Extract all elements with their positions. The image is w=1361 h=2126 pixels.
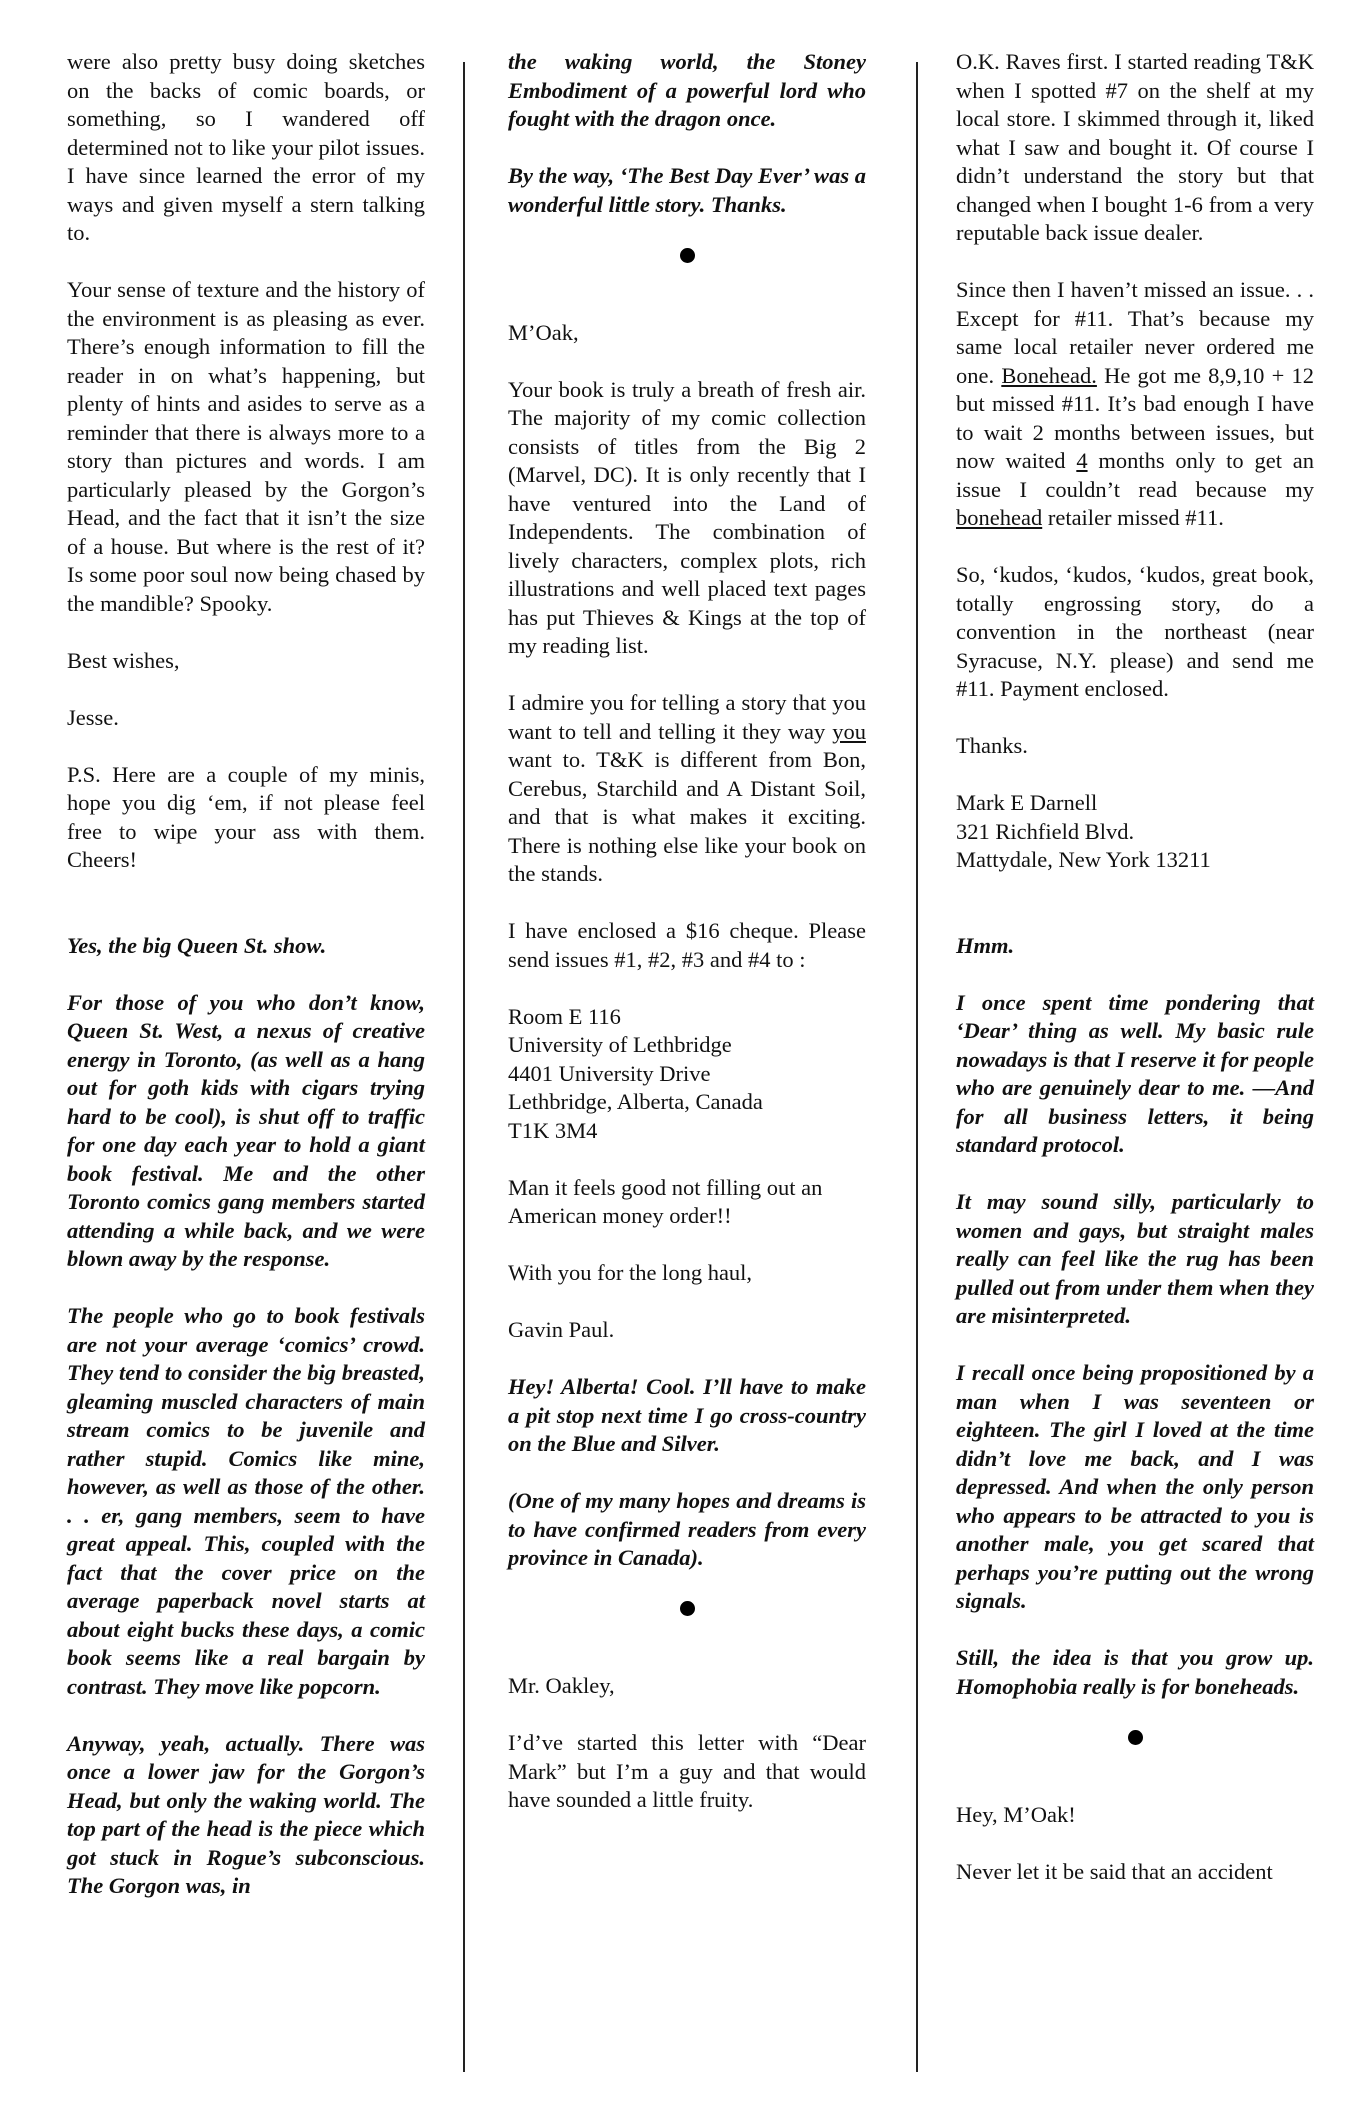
reply-paragraph: By the way, ‘The Best Day Ever’ was a wonderful little story. Thanks.	[508, 163, 866, 217]
column-right	[956, 48, 1314, 1886]
letter-paragraph: So, ‘kudos, ‘kudos, ‘kudos, great book, totally engrossing story, do a convention in the northeast (near Syracuse, N.Y. please) and send me #11. Payment enclosed.	[956, 562, 1314, 701]
letter-paragraph: Never let it be said that an accident	[956, 1858, 1273, 1884]
letter-paragraph: O.K. Raves first. I started reading T&K when I spotted #7 on the shelf at my local store. I skimmed through it, liked what I saw and bought it. Of course I didn’t understand the story but that changed when I bought 1-6 from a very reputable back issue dealer.	[956, 49, 1314, 245]
signature-line: Mark E Darnell	[956, 790, 1098, 815]
reply-paragraph: the waking world, the Stoney Embodiment of a powerful lord who fought with the dragon once.	[508, 49, 866, 131]
letter-postscript: P.S. Here are a couple of my minis, hope you dig ‘em, if not please feel free to wipe your ass with them. Cheers!	[67, 761, 425, 872]
spacer	[67, 903, 425, 932]
reply-paragraph: For those of you who don’t know, Queen St. West, a nexus of creative energy in Toronto, (as well as a hang out for goth kids with cigars trying hard to be cool), is shut off to traffic for one day each year to hold a giant book festival. Me and the other Toronto comics gang members started attending a while back, and we were blown away by the response.	[67, 989, 425, 1271]
section-separator-dot	[1128, 1730, 1143, 1745]
letter-signature: Gavin Paul.	[508, 1317, 615, 1342]
letter-paragraph: I’d’ve started this letter with “Dear Mark” but I’m a guy and that would have sounded a little fruity.	[508, 1730, 866, 1812]
address-line: University of Lethbridge	[508, 1032, 732, 1057]
letter-paragraph	[508, 689, 866, 889]
reply-paragraph: Yes, the big Queen St. show.	[67, 932, 327, 958]
letter-salutation: Hey, M’Oak!	[956, 1801, 1076, 1827]
letter-paragraph: I have enclosed a $16 cheque. Please send issues #1, #2, #3 and #4 to :	[508, 918, 866, 972]
reply-paragraph: The people who go to book festivals are not your average ‘comics’ crowd. They tend to consider the big breasted, gleaming muscled characters of main stream comics to be juvenile and rather stupid. Comics like mine, however, as well as those of the other. . . er, gang members, seem to have great appeal. This, coupled with the fact that the cover price on the average paperback novel starts at about eight bucks these days, a comic book seems like a real bargain by contrast. They move like popcorn.	[67, 1303, 425, 1699]
reply-paragraph: (One of my many hopes and dreams is to have confirmed readers from every province in Canada).	[508, 1488, 866, 1570]
address-line: T1K 3M4	[508, 1117, 598, 1143]
reply-paragraph: Still, the idea is that you grow up. Homophobia really is for boneheads.	[956, 1645, 1314, 1699]
letter-paragraph	[956, 276, 1314, 533]
letter-paragraph: Your book is truly a breath of fresh air. The majority of my comic collection consists of titles from the Big 2 (Marvel, DC). It is only recently that I have ventured into the Land of Independents. The combination of lively characters, complex plots, rich illustrations and well placed text pages has put Thieves & Kings at the top of my reading list.	[508, 376, 866, 658]
reply-paragraph: I recall once being propositioned by a man when I was seventeen or eighteen. The girl I loved at the time didn’t love me back, and I was depressed. And when the only person who appears to be attracted to you is another male, you get scared that perhaps you’re putting out the wrong signals.	[956, 1360, 1314, 1613]
signature-line: 321 Richfield Blvd.	[956, 818, 1135, 844]
text-run: I admire you for telling a story that you want to tell and telling it they way	[508, 690, 866, 744]
text-run: months only to get an issue I couldn’t read because my	[956, 448, 1314, 502]
underlined-word: Bonehead.	[1001, 362, 1097, 388]
letter-closing: Best wishes,	[67, 647, 180, 673]
signature-line: Mattydale, New York 13211	[956, 847, 1211, 872]
address-line: Room E 116	[508, 1003, 621, 1029]
column-middle	[508, 48, 866, 1815]
column-divider-left	[463, 62, 465, 2072]
letter-paragraph: Man it feels good not filling out an American money order!!	[508, 1174, 823, 1228]
text-run: retailer missed #11.	[1042, 505, 1224, 530]
letter-closing: Thanks.	[956, 733, 1028, 758]
underlined-word: 4	[1076, 448, 1088, 473]
reply-paragraph: It may sound silly, particularly to women and gays, but straight males really can feel like the rug has been pulled out from under them when they are misinterpreted.	[956, 1189, 1314, 1328]
address-line: 4401 University Drive	[508, 1060, 711, 1086]
text-run: He got me 8,9,10 + 12 but missed #11. It’s bad enough I have to wait 2 months between issues, but now waited	[956, 362, 1314, 473]
reply-paragraph: Hey! Alberta! Cool. I’ll have to make a pit stop next time I go cross-country on the Blue and Silver.	[508, 1374, 866, 1456]
underlined-word: you	[832, 718, 866, 744]
signature-block	[956, 789, 1314, 875]
mailing-address	[508, 1003, 866, 1146]
section-separator-dot	[680, 1601, 695, 1616]
letter-salutation: M’Oak,	[508, 319, 579, 345]
text-run: want to. T&K is different from Bon, Cerebus, Starchild and A Distant Soil, and that is what makes it exciting. There is nothing else like your book on the stands.	[508, 747, 866, 886]
address-line: Lethbridge, Alberta, Canada	[508, 1089, 763, 1114]
reply-paragraph: Hmm.	[956, 932, 1015, 958]
letter-signature: Jesse.	[67, 704, 119, 730]
text-run: Since then I haven’t missed an issue. . . Except for #11. That’s because my same local retailer never ordered me one.	[956, 277, 1314, 388]
letter-closing: With you for the long haul,	[508, 1260, 753, 1285]
letter-paragraph: Your sense of texture and the history of the environment is as pleasing as ever. There’s enough information to fill the reader in on what’s happening, but plenty of hints and asides to serve as a reminder that there is always more to a story than pictures and words. I am particularly pleased by the Gorgon’s Head, and the fact that it isn’t the size of a house. But where is the rest of it? Is some poor soul now being chased by the mandible? Spooky.	[67, 277, 425, 616]
underlined-word: bonehead	[956, 505, 1043, 530]
column-divider-right	[916, 62, 918, 2072]
letter-salutation: Mr. Oakley,	[508, 1673, 615, 1698]
reply-paragraph: I once spent time pondering that ‘Dear’ thing as well. My basic rule nowadays is that I reserve it for people who are genuinely dear to me. —And for all business letters, it being standard protocol.	[956, 989, 1314, 1157]
reply-paragraph: Anyway, yeah, actually. There was once a lower jaw for the Gorgon’s Head, but only the waking world. The top part of the head is the piece which got stuck in Rogue’s subconscious. The Gorgon was, in	[67, 1730, 425, 1898]
section-separator-dot	[680, 248, 695, 263]
spacer	[956, 903, 1314, 932]
column-left	[67, 48, 425, 1901]
letter-paragraph: were also pretty busy doing sketches on the backs of comic boards, or something, so I wandered off determined not to like your pilot issues. I have since learned the error of my ways and given myself a stern talking to.	[67, 49, 425, 245]
